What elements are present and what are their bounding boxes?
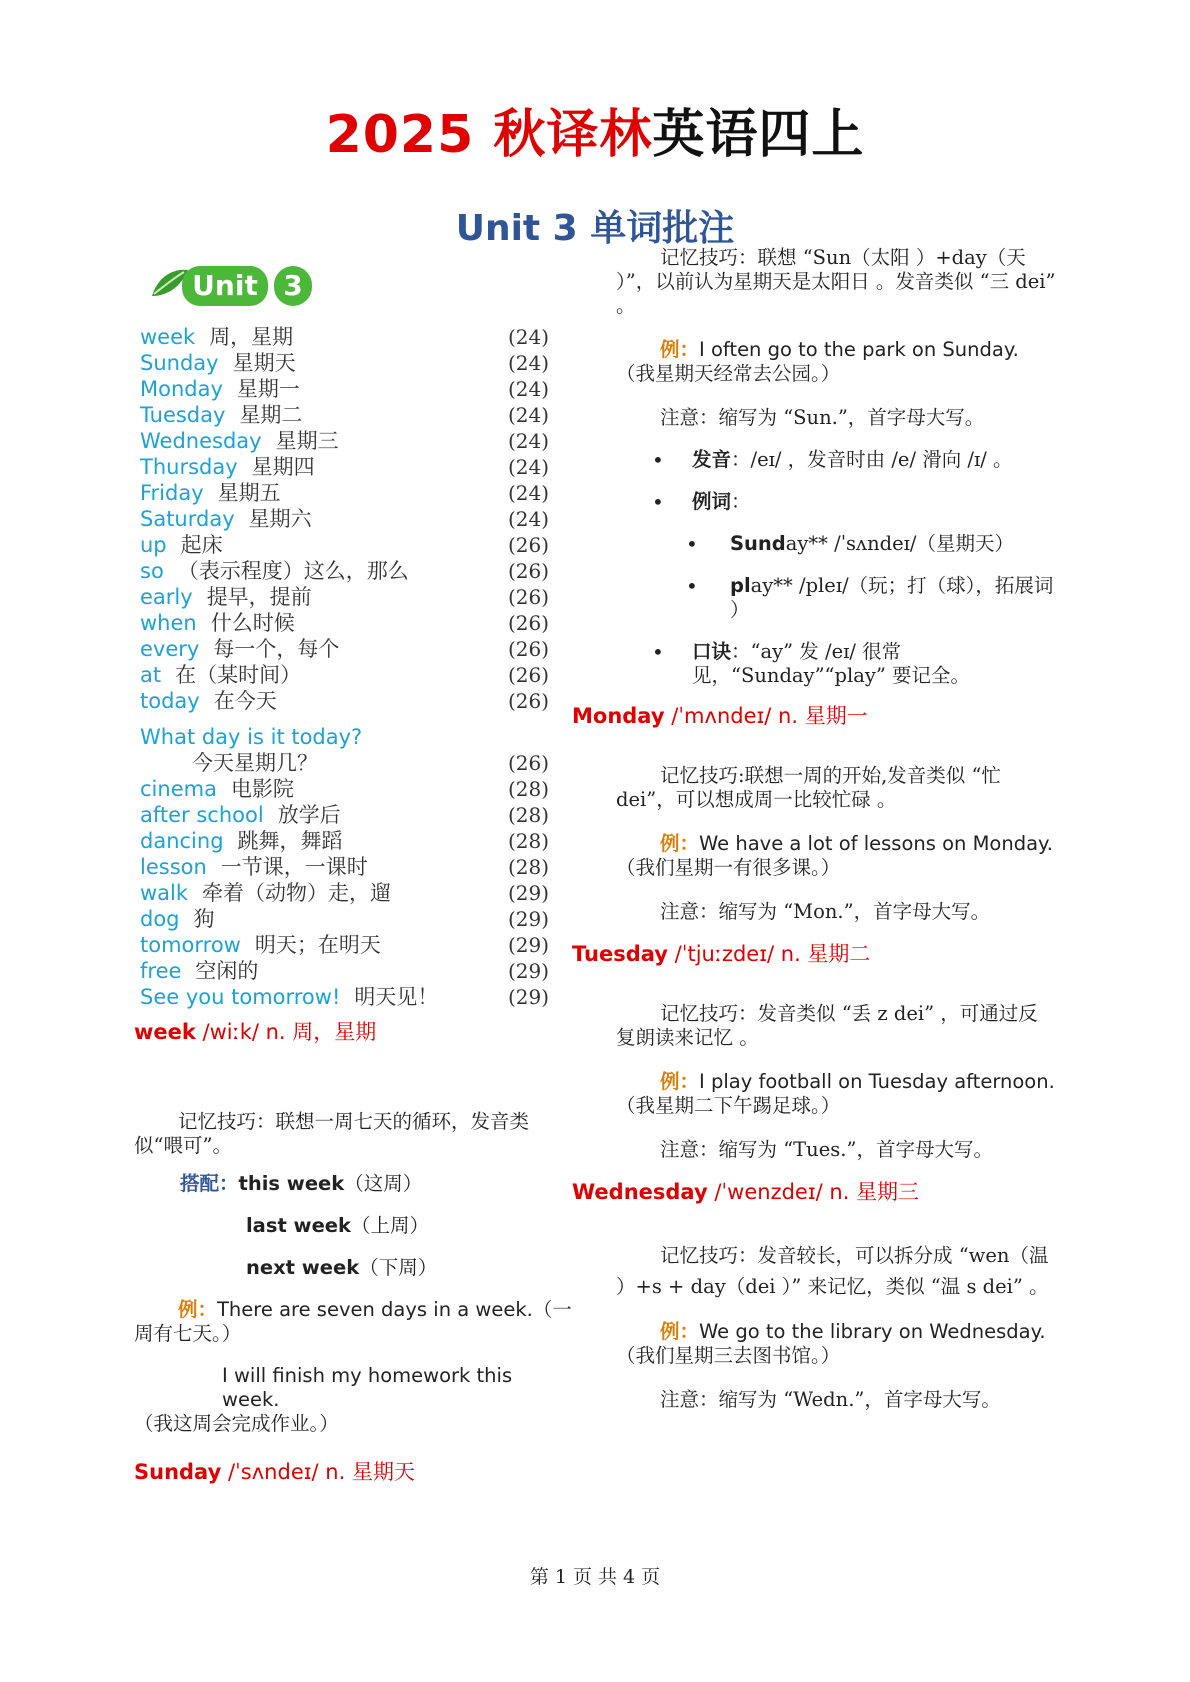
vocab-meaning: （表示程度）这么，那么 bbox=[177, 559, 409, 583]
vocab-word: so bbox=[140, 559, 164, 583]
unit-logo-number: 3 bbox=[274, 266, 312, 306]
vocab-word: Monday bbox=[140, 377, 223, 401]
vocab-word: Friday bbox=[140, 481, 204, 505]
vocab-row bbox=[140, 688, 560, 714]
vocab-row bbox=[140, 880, 560, 906]
vocab-row bbox=[140, 480, 560, 506]
vocab-meaning: 周，星期 bbox=[209, 325, 294, 349]
vocab-word: dog bbox=[140, 907, 180, 931]
memory-tip: 记忆技巧：联想一周七天的循环，发音类似“喂可”。 bbox=[134, 1110, 530, 1157]
example-sentence: I will finish my homework this week. bbox=[222, 1364, 513, 1411]
vocab-meaning: 提早，提前 bbox=[206, 585, 312, 609]
vocab-meaning: 每一个，每个 bbox=[213, 637, 340, 661]
title-red-part: 2025 秋译林 bbox=[325, 105, 653, 165]
vocab-page: (26) bbox=[508, 559, 550, 583]
vocab-word: week bbox=[140, 325, 196, 349]
vocab-word: free bbox=[140, 959, 182, 983]
vocab-word: tomorrow bbox=[140, 933, 241, 957]
vocab-word: walk bbox=[140, 881, 189, 905]
vocab-page: (29) bbox=[508, 881, 550, 905]
vocab-row bbox=[140, 584, 560, 610]
vocab-page: (24) bbox=[508, 377, 550, 401]
unit-logo-word: Unit bbox=[182, 266, 268, 306]
vocab-row bbox=[140, 662, 560, 688]
example-sentence: 例：There are seven days in a week.（一周有七天。） bbox=[134, 1298, 572, 1345]
vocab-word: every bbox=[140, 637, 200, 661]
vocab-page: (24) bbox=[508, 325, 550, 349]
right-column bbox=[572, 246, 1056, 1412]
vocab-meaning: 星期三 bbox=[275, 429, 339, 453]
vocab-row bbox=[140, 854, 560, 880]
vocab-row bbox=[140, 984, 560, 1010]
example-sentence: 例：We go to the library on Wednesday.（我们星期三去图书馆。） bbox=[616, 1320, 1046, 1367]
unit-subtitle: Unit 3 单词批注 bbox=[455, 208, 735, 249]
vocab-row bbox=[140, 776, 560, 802]
vocab-page: (24) bbox=[508, 403, 550, 427]
vocab-phrase: What day is it today? bbox=[140, 725, 363, 749]
vocab-meaning: 星期五 bbox=[217, 481, 281, 505]
vocab-word: dancing bbox=[140, 829, 224, 853]
vocab-page: (26) bbox=[508, 663, 550, 687]
vocab-meaning: 星期一 bbox=[236, 377, 300, 401]
memory-tip: 记忆技巧：联想 “Sun（太阳 ）+day（天 ）”，以前认为星期天是太阳日 。发音类似 “三 dei” 。 bbox=[616, 246, 1056, 317]
vocab-list-image bbox=[140, 258, 560, 1010]
vocab-page: (29) bbox=[508, 933, 550, 957]
vocab-meaning: 空闲的 bbox=[195, 959, 259, 983]
entry-heading-sunday: Sunday /ˈsʌndeɪ/ n. 星期天 bbox=[134, 1460, 415, 1484]
vocab-word: Tuesday bbox=[140, 403, 226, 427]
entry-heading-wednesday: Wednesday /ˈwenzdeɪ/ n. 星期三 bbox=[572, 1180, 920, 1204]
vocab-row bbox=[140, 350, 560, 376]
collocation-line: 搭配：this week（这周） bbox=[180, 1172, 423, 1195]
vocab-word: early bbox=[140, 585, 193, 609]
vocab-word: up bbox=[140, 533, 167, 557]
vocab-page: (26) bbox=[508, 689, 550, 713]
rhyme-bullet: • 口诀：“ay” 发 /eɪ/ 很常见，“Sunday”“play” 要记全。 bbox=[652, 640, 1056, 688]
vocab-meaning: 什么时候 bbox=[210, 611, 295, 635]
note: 注意：缩写为 “Tues.”，首字母大写。 bbox=[660, 1138, 993, 1161]
vocab-phrase-translation: 今天星期几？ (26) bbox=[192, 751, 550, 775]
vocab-row bbox=[140, 932, 560, 958]
example-sentence: 例：We have a lot of lessons on Monday.（我们星期一有很多课。） bbox=[616, 832, 1053, 879]
vocab-meaning: 星期四 bbox=[251, 455, 315, 479]
vocab-row bbox=[140, 428, 560, 454]
vocab-meaning: 在今天 bbox=[213, 689, 277, 713]
example-word: • play** /pleɪ/（玩；打（球），拓展词 ） bbox=[686, 574, 1056, 622]
vocab-row bbox=[140, 906, 560, 932]
vocab-row bbox=[140, 636, 560, 662]
example-words-bullet: • 例词： bbox=[652, 490, 1056, 514]
note: 注意：缩写为 “Sun.”，首字母大写。 bbox=[660, 406, 985, 429]
vocab-page: (26) bbox=[508, 611, 550, 635]
vocab-meaning: 星期六 bbox=[248, 507, 312, 531]
vocab-page: (24) bbox=[508, 507, 550, 531]
vocab-page: (26) bbox=[508, 533, 550, 557]
example-sentence: 例：I play football on Tuesday afternoon.（我星期二下午踢足球。） bbox=[616, 1070, 1055, 1117]
vocab-meaning: 狗 bbox=[193, 907, 215, 931]
vocab-row bbox=[140, 958, 560, 984]
vocab-word: when bbox=[140, 611, 197, 635]
vocab-page: (29) bbox=[508, 959, 550, 983]
vocab-meaning: 一节课，一课时 bbox=[220, 855, 368, 879]
vocab-word: today bbox=[140, 689, 200, 713]
vocab-meaning: 电影院 bbox=[230, 777, 294, 801]
note: 注意：缩写为 “Mon.”，首字母大写。 bbox=[660, 900, 991, 923]
collocation-line: last week（上周） bbox=[246, 1214, 430, 1237]
vocab-page: (26) bbox=[508, 585, 550, 609]
vocab-word: Sunday bbox=[140, 351, 219, 375]
pronunciation-bullet: • 发音：/eɪ/ ，发音时由 /e/ 滑向 /ɪ/ 。 bbox=[652, 448, 1056, 472]
vocab-row bbox=[140, 402, 560, 428]
vocab-word: after school bbox=[140, 803, 264, 827]
memory-tip: 记忆技巧:联想一周的开始,发音类似 “忙 dei”，可以想成周一比较忙碌 。 bbox=[616, 764, 1001, 811]
entry-heading-week: week /wiːk/ n. 周，星期 bbox=[134, 1020, 377, 1044]
vocab-meaning: 在（某时间） bbox=[175, 663, 302, 687]
vocab-page: (24) bbox=[508, 429, 550, 453]
example-sentence: 例：I often go to the park on Sunday.（我星期天经常去公园。） bbox=[616, 338, 1019, 385]
vocab-row bbox=[140, 376, 560, 402]
vocab-meaning: 明天见！ bbox=[354, 985, 439, 1009]
vocab-word: lesson bbox=[140, 855, 207, 879]
vocab-meaning: 星期二 bbox=[239, 403, 303, 427]
left-column bbox=[134, 1020, 574, 1486]
vocab-word: See you tomorrow! bbox=[140, 985, 341, 1009]
example-translation: （我这周会完成作业。） bbox=[134, 1412, 339, 1435]
vocab-page: (28) bbox=[508, 829, 550, 853]
vocab-meaning: 放学后 bbox=[277, 803, 341, 827]
vocab-row bbox=[140, 558, 560, 584]
vocab-row bbox=[140, 454, 560, 480]
vocab-row bbox=[140, 828, 560, 854]
vocab-page: (24) bbox=[508, 481, 550, 505]
vocab-page: (29) bbox=[508, 907, 550, 931]
vocab-meaning: 跳舞，舞蹈 bbox=[237, 829, 343, 853]
vocab-meaning: 明天；在明天 bbox=[254, 933, 381, 957]
entry-heading-tuesday: Tuesday /ˈtjuːzdeɪ/ n. 星期二 bbox=[572, 942, 871, 966]
vocab-word: cinema bbox=[140, 777, 217, 801]
vocab-page: (28) bbox=[508, 855, 550, 879]
vocab-word: Saturday bbox=[140, 507, 235, 531]
vocab-page: (28) bbox=[508, 803, 550, 827]
vocab-page: (24) bbox=[508, 351, 550, 375]
memory-tip: 记忆技巧：发音类似 “丢 z dei” ，可通过反复朗读来记忆 。 bbox=[616, 1002, 1038, 1049]
vocab-page: (26) bbox=[508, 637, 550, 661]
unit-logo bbox=[140, 258, 560, 316]
vocab-word: at bbox=[140, 663, 162, 687]
vocab-row bbox=[140, 532, 560, 558]
vocab-word: Wednesday bbox=[140, 429, 262, 453]
vocab-page: (29) bbox=[508, 985, 550, 1009]
vocab-row bbox=[140, 610, 560, 636]
vocab-meaning: 星期天 bbox=[232, 351, 296, 375]
page-title bbox=[0, 92, 1190, 167]
vocab-row bbox=[140, 506, 560, 532]
vocab-page: (24) bbox=[508, 455, 550, 479]
entry-heading-monday: Monday /ˈmʌndeɪ/ n. 星期一 bbox=[572, 704, 868, 728]
title-black-part: 英语四上 bbox=[652, 105, 865, 165]
collocation-line: next week（下周） bbox=[246, 1256, 438, 1279]
note: 注意：缩写为 “Wedn.”，首字母大写。 bbox=[660, 1388, 1001, 1411]
vocab-word: Thursday bbox=[140, 455, 238, 479]
vocab-row bbox=[140, 802, 560, 828]
vocab-meaning: 牵着（动物）走，遛 bbox=[202, 881, 392, 905]
page-footer: 第 1 页 共 4 页 bbox=[529, 1566, 661, 1588]
vocab-page: (28) bbox=[508, 777, 550, 801]
vocab-row bbox=[140, 324, 560, 350]
example-word: • Sunday** /ˈsʌndeɪ/（星期天） bbox=[686, 532, 1056, 556]
memory-tip: 记忆技巧：发音较长，可以拆分成 “wen（温 ）+s + day（dei ）” 来记忆，类似 “温 s dei” 。 bbox=[616, 1244, 1049, 1298]
vocab-meaning: 起床 bbox=[180, 533, 223, 557]
